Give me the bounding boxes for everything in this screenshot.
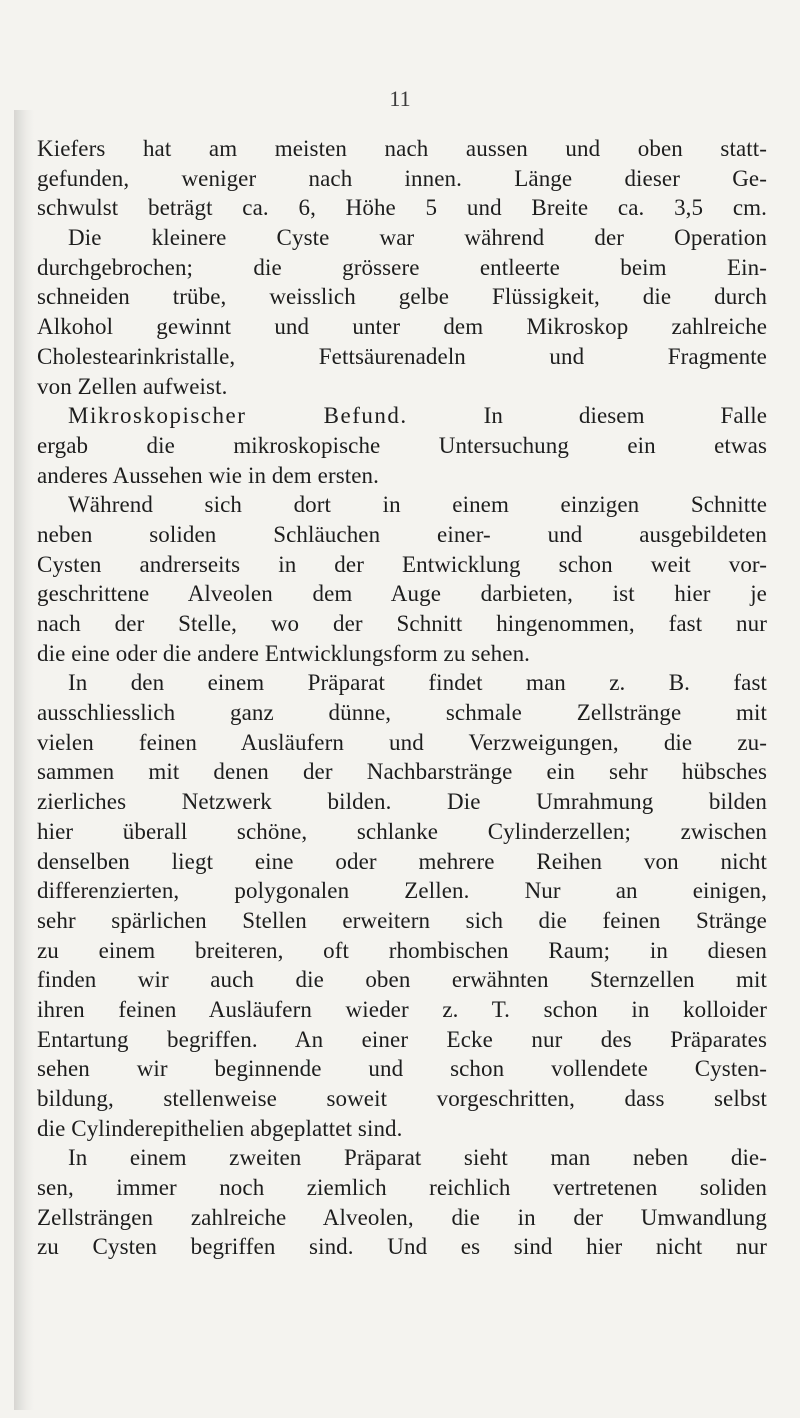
text-line: In einem zweiten Präparat sieht man neben die-	[68, 1145, 767, 1171]
text-line: Während sich dort in einem einzigen Schnitte	[68, 492, 767, 518]
text-line: anderes Aussehen wie in dem ersten.	[37, 462, 380, 488]
text-line: sehen wir beginnende und schon vollendete Cysten-	[37, 1056, 767, 1082]
text-line: Alkohol gewinnt und unter dem Mikroskop zahlreiche	[37, 314, 767, 340]
heading-continuation: In diesem Falle	[407, 403, 768, 429]
text-line: zierliches Netzwerk bilden. Die Umrahmung bilden	[37, 789, 767, 815]
text-line: schwulst beträgt ca. 6, Höhe 5 und Breite ca. 3,5 cm.	[37, 195, 767, 221]
text-line: In den einem Präparat findet man z. B. fast	[68, 670, 767, 696]
text-line: hier überall schöne, schlanke Cylinderzellen; zwischen	[37, 818, 767, 844]
text-line: ausschliesslich ganz dünne, schmale Zellstränge mit	[37, 700, 767, 726]
binding-shadow	[14, 110, 34, 1410]
text-line: zu einem breiteren, oft rhombischen Raum; in diesen	[37, 937, 767, 963]
text-line: Kiefers hat am meisten nach aussen und oben statt-	[37, 136, 767, 161]
section-heading: Mikroskopischer Befund.	[68, 403, 408, 429]
text-line: nach der Stelle, wo der Schnitt hingenommen, fast nur	[37, 611, 767, 636]
text-line: Zellsträngen zahlreiche Alveolen, die in der Umwandlung	[37, 1204, 767, 1230]
text-line: die Cylinderepithelien abgeplattet sind.	[37, 1115, 403, 1141]
text-line: ergab die mikroskopische Untersuchung ein etwas	[37, 432, 767, 458]
text-line: gefunden, weniger nach innen. Länge dieser Ge-	[37, 165, 767, 191]
text-line: sen, immer noch ziemlich reichlich vertretenen soliden	[37, 1175, 767, 1201]
text-line: Cysten andrerseits in der Entwicklung schon weit vor-	[37, 551, 767, 577]
text-line: vielen feinen Ausläufern und Verzweigungen, die zu-	[37, 729, 767, 755]
text-line: die eine oder die andere Entwicklungsform zu sehen.	[37, 640, 531, 666]
text-line: differenzierten, polygonalen Zellen. Nur an einigen,	[37, 878, 767, 904]
text-line: bildung, stellenweise soweit vorgeschritten, dass selbst	[37, 1086, 767, 1111]
page-number: 11	[389, 86, 411, 111]
text-line: von Zellen aufweist.	[37, 373, 228, 399]
text-line: neben soliden Schläuchen einer- und ausgebildeten	[37, 521, 767, 547]
text-line: sammen mit denen der Nachbarstränge ein sehr hübsches	[37, 759, 767, 785]
text-line: durchgebrochen; die grössere entleerte beim Ein-	[37, 254, 767, 280]
text-line: Cholestearinkristalle, Fettsäurenadeln und Fragmente	[37, 343, 767, 369]
text-line: denselben liegt eine oder mehrere Reihen von nicht	[37, 848, 767, 874]
text-line	[37, 401, 767, 431]
text-line: geschrittene Alveolen dem Auge darbieten, ist hier je	[37, 581, 767, 607]
text-line: schneiden trübe, weisslich gelbe Flüssigkeit, die durch	[37, 284, 767, 310]
text-line: Entartung begriffen. An einer Ecke nur des Präparates	[37, 1026, 767, 1052]
text-line: Die kleinere Cyste war während der Operation	[68, 225, 767, 251]
text-line: zu Cysten begriffen sind. Und es sind hier nicht nur	[37, 1234, 767, 1260]
text-line: ihren feinen Ausläufern wieder z. T. schon in kolloider	[37, 996, 767, 1022]
text-line: finden wir auch die oben erwähnten Sternzellen mit	[37, 967, 767, 993]
body-text	[37, 134, 767, 1262]
text-line: sehr spärlichen Stellen erweitern sich die feinen Stränge	[37, 907, 767, 933]
